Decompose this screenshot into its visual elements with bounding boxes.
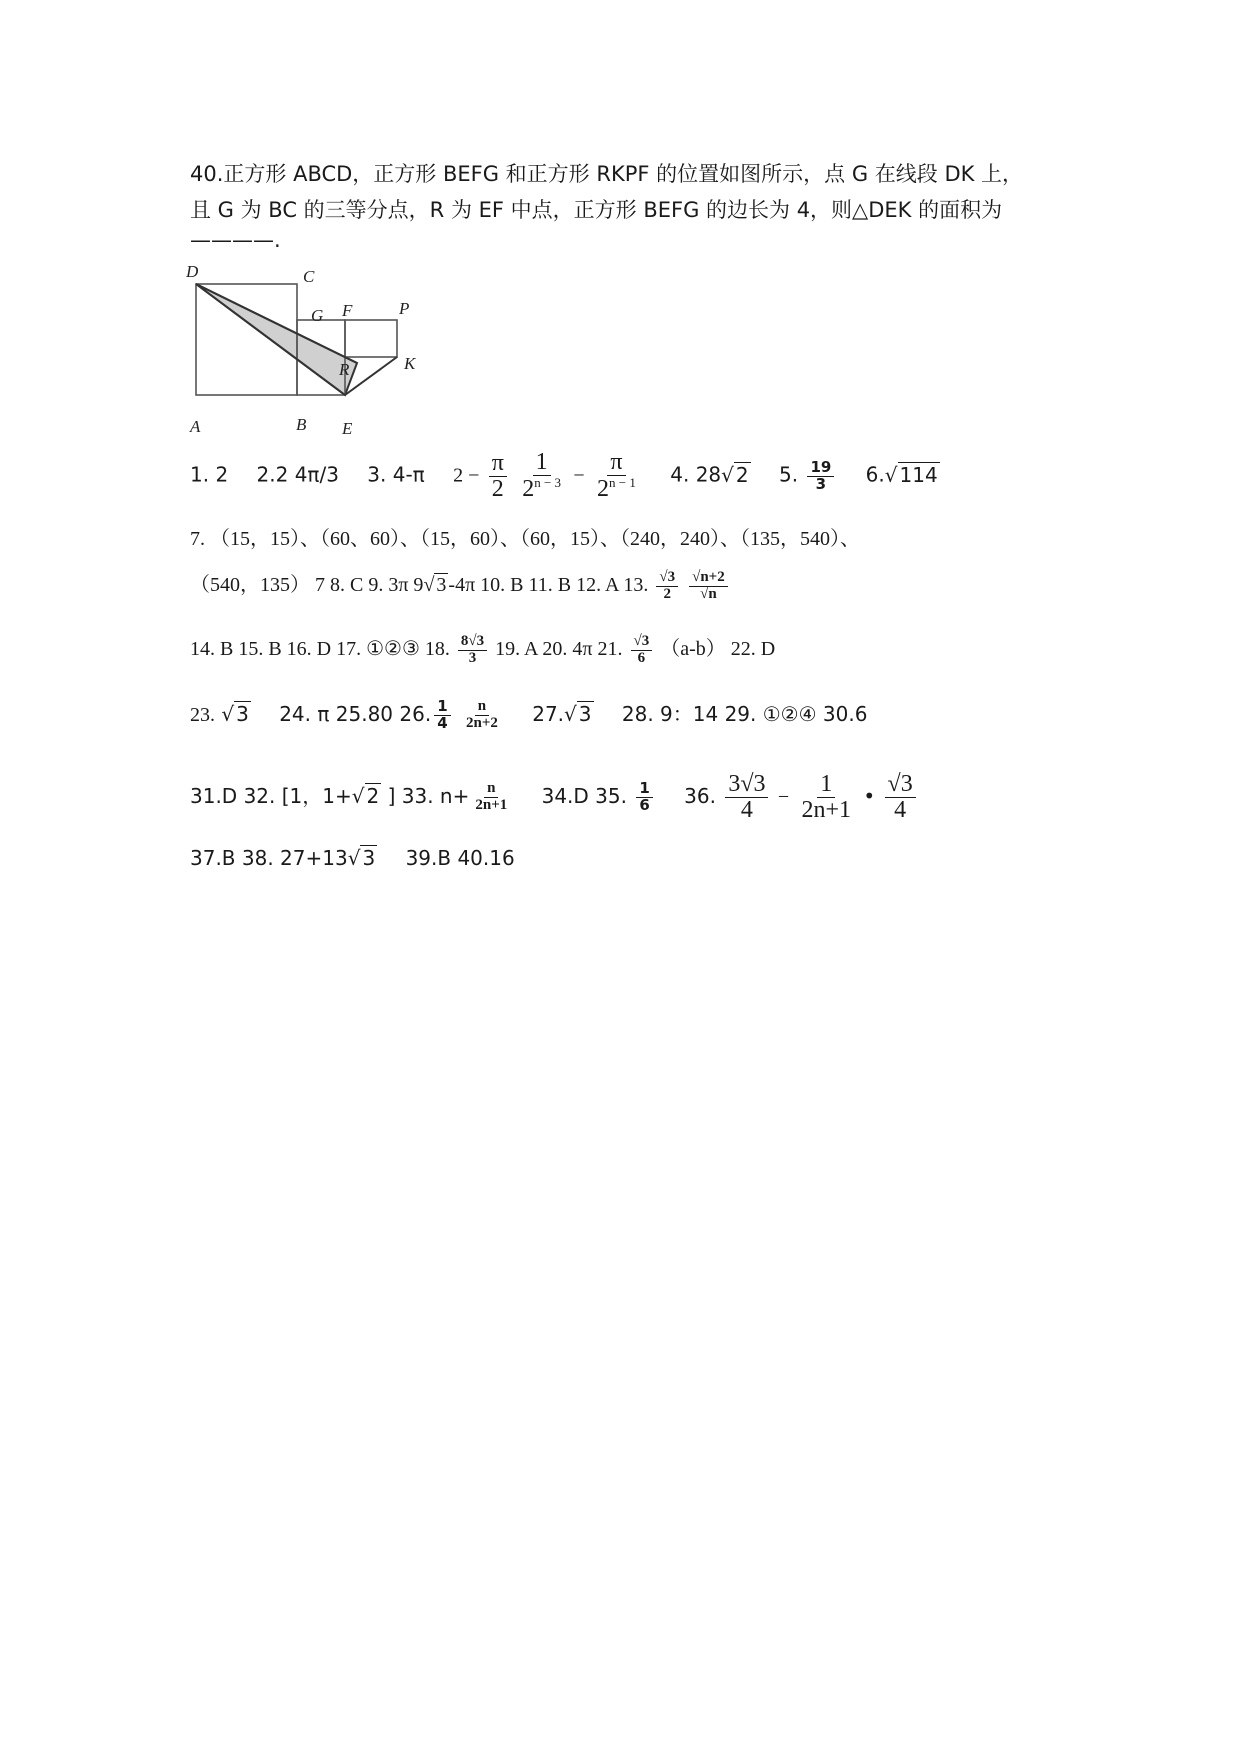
fraction-8sqrt3-over-3: $\frac{8√3}{3}$ — [458, 634, 487, 667]
label-c: C — [303, 267, 315, 286]
fraction-1-over-6: $\frac{1}{6}$ — [636, 781, 652, 814]
square-rkpf — [345, 320, 397, 357]
answer-row-7-final: 37.B 38. 27+13√ 3 39.B 40.16 — [190, 846, 515, 870]
answer-5: 5. — [778, 462, 799, 487]
question-blank: ————. — [190, 228, 281, 252]
answer-row-1 — [190, 450, 940, 502]
sqrt-3: √ 3 — [221, 702, 249, 726]
question-line-1: 40.正方形 ABCD，正方形 BEFG 和正方形 RKPF 的位置如图所示，点 G 在线段 DK 上， — [190, 162, 1024, 186]
label-r: R — [339, 360, 350, 379]
fraction-3sqrt3-over-4: $\frac{3√3}{4}$ — [725, 772, 768, 823]
fraction-1-over-2n-plus-1: $\frac{1}{2n+1}$ — [801, 771, 852, 824]
answer-3: 3. 4-π — [367, 462, 425, 487]
sqrt-2: √ 2 — [721, 462, 749, 487]
geometry-figure — [186, 262, 446, 452]
answer-4: 4. 28 — [670, 462, 722, 487]
minus-sign: − — [573, 464, 585, 487]
fraction-sqrt3-over-2: $\frac{√3}{2}$ — [656, 570, 678, 603]
fraction-sqrt3-over-6: $\frac{√3}{6}$ — [631, 634, 653, 667]
sqrt-3: √ 3 — [423, 574, 447, 596]
label-b: B — [296, 415, 307, 434]
label-a: A — [190, 417, 201, 436]
answer-1: 1. 2 — [190, 462, 229, 487]
fraction-pi-over-power: $\frac{\pi}{2^{n - 1}}$ — [597, 449, 636, 503]
fraction-sqrt3-over-4: $\frac{√3}{4}$ — [885, 772, 916, 823]
answer-3b-prefix: 2 − — [453, 464, 480, 487]
label-e: E — [342, 419, 353, 438]
sqrt-2: √ 2 — [351, 784, 380, 809]
sqrt-3: √ 3 — [564, 702, 592, 726]
answer-6: 6. — [865, 462, 885, 487]
fraction-1-over-4: $\frac{1}{4}$ — [434, 699, 450, 732]
question-line-2: 且 G 为 BC 的三等分点，R 为 EF 中点，正方形 BEFG 的边长为 4，则△DEK 的面积为 — [190, 198, 1003, 222]
segment-dk — [196, 284, 357, 363]
answer-row-6: 31.D 32. [1，1+√ 2 ] 33. n+ $\frac{n}{2n+1}$ 34.D 35. $\frac{1}{6}$ 36. $\frac{3√3}{4}$ − $\frac{1}{2n+1}$ • $\frac{√3}{4}$ — [190, 772, 919, 823]
triangle-dek — [196, 284, 357, 395]
label-g: G — [311, 306, 324, 325]
fraction-n-over-2n-plus-1: $\frac{n}{2n+1}$ — [475, 780, 508, 814]
answer-row-4: 14. B 15. B 16. D 17. ①②③ 18. $\frac{8√3}{3}$ 19. A 20. 4π 21. $\frac{√3}{6}$ （a-b） 22. D — [190, 633, 776, 666]
answer-row-7: 7. （15，15）、（60、60）、（15，60）、（60，15）、（240，240）、（135，540）、 — [190, 528, 860, 550]
answer-row-5: 23. √ 3 24. π 25.80 26. $\frac{1}{4}$ $\frac{n}{2n+2}$ 27.√ 3 28. 9：14 29. ①②④ 30.6 — [190, 697, 868, 732]
label-p: P — [399, 299, 410, 318]
answer-row-3: （540，135） 7 8. C 9. 3π 9√ 3 -4π 10. B 11. B 12. A 13. $\frac{√3}{2}$ $\frac{√n+2}{√n}$ — [190, 568, 731, 603]
fraction-pi-over-2: $\frac{\pi}{2}$ — [489, 451, 507, 502]
label-f: F — [342, 301, 353, 320]
segment-de — [196, 284, 345, 395]
fraction-n-over-2n-plus-2: $\frac{n}{2n+2}$ — [465, 698, 498, 731]
fraction-19-3: $\frac{19}{3}$ — [807, 460, 834, 493]
sqrt-3: √ 3 — [347, 846, 376, 870]
answer-2: 2.2 4π/3 — [256, 462, 339, 487]
sqrt-114: √ 114 — [884, 462, 938, 487]
label-k: K — [404, 354, 416, 373]
fraction-1-over-power: $\frac{1}{2^{n - 3}}$ — [522, 449, 562, 503]
fraction-sqrt-n-plus-2: $\frac{√n+2}{√n}$ — [689, 570, 728, 603]
label-d: D — [186, 262, 199, 281]
